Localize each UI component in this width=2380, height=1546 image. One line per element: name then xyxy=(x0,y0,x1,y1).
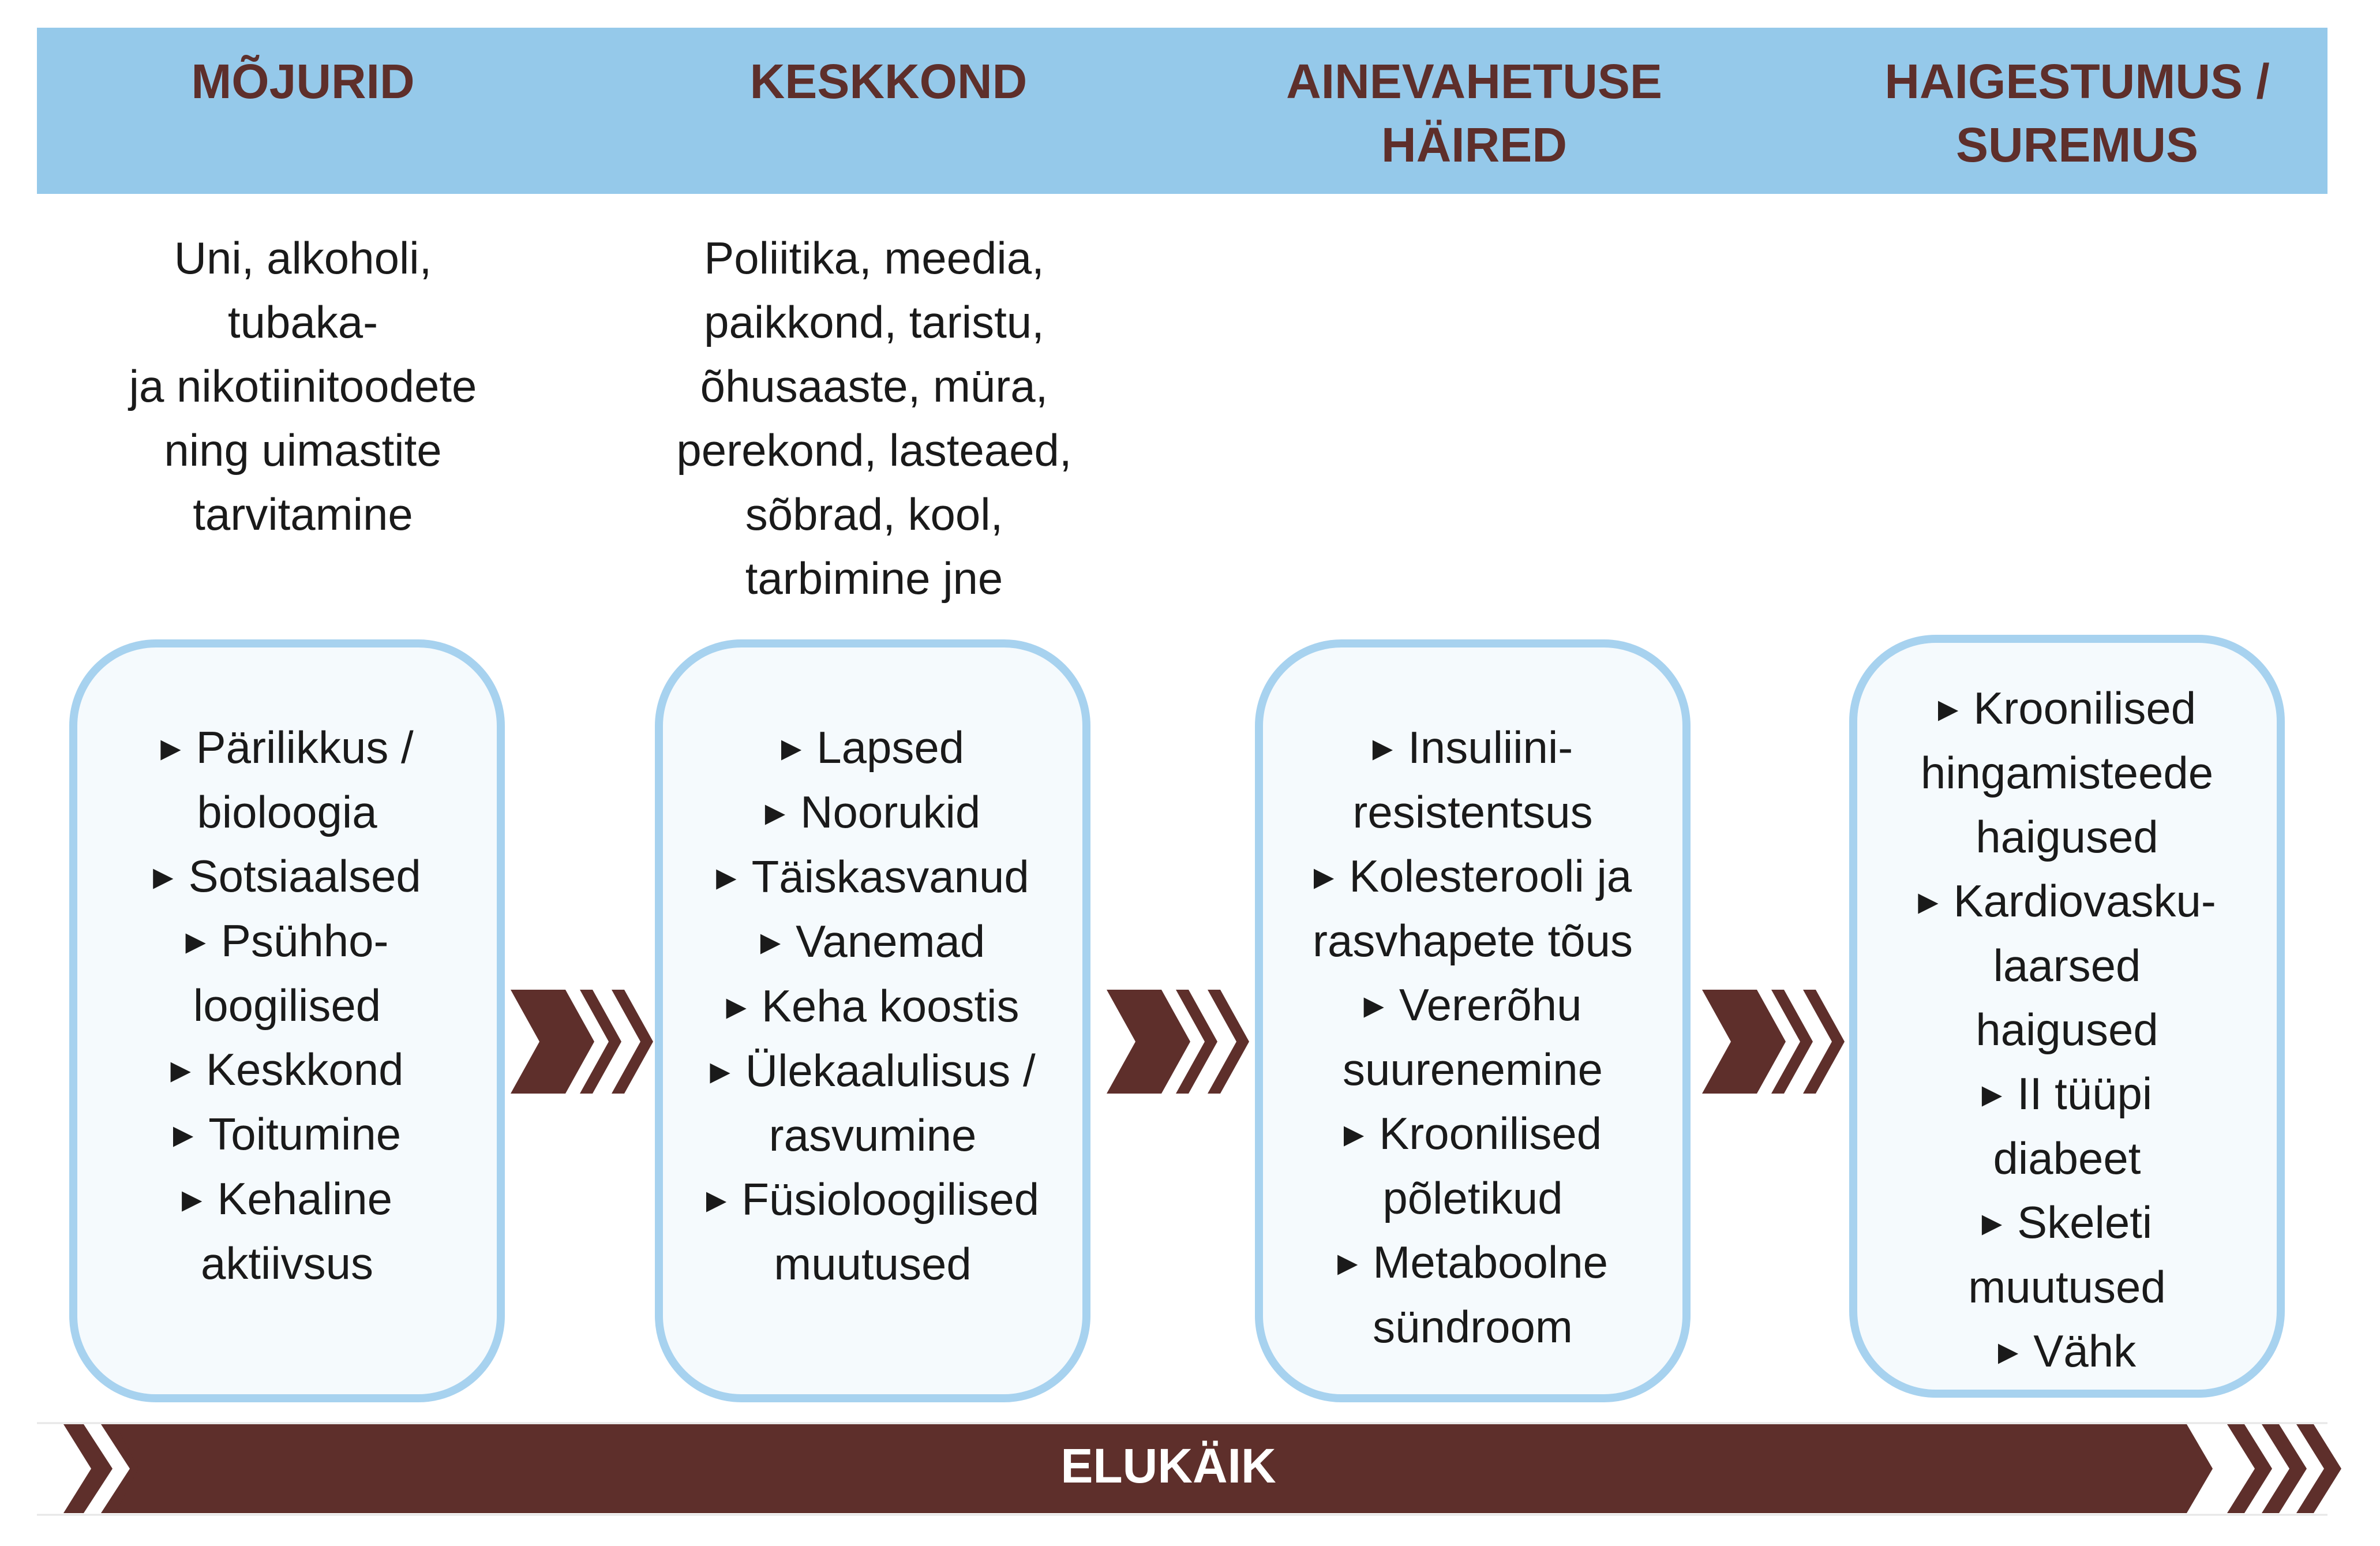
chevron-arrows-icon xyxy=(1702,987,1846,1096)
card-mojurid xyxy=(69,639,505,1402)
list-item: ▶ Keskkond xyxy=(170,1044,404,1095)
list-item: ▶ Vererõhu suurenemine xyxy=(1343,979,1603,1095)
card-ainevahetuse-haired xyxy=(1255,639,1691,1402)
list-item: ▶ Pärilikkus / bioloogia xyxy=(160,722,414,837)
list-item: ▶ Sotsiaalsed xyxy=(153,851,421,901)
list-item: ▶ Toitumine xyxy=(173,1109,402,1159)
list-item: ▶ Kroonilised põletikud xyxy=(1343,1108,1602,1223)
list-item: ▶ Vanemad xyxy=(760,916,985,967)
list-item: ▶ Vähk xyxy=(1997,1326,2137,1376)
list-item: ▶ Kroonilised hingamisteede haigused xyxy=(1920,683,2214,862)
list-item: ▶ Füsioloogilised muutused xyxy=(706,1174,1040,1289)
chevron-arrows-icon xyxy=(511,987,655,1096)
list-item: ▶ II tüüpi diabeet xyxy=(1981,1068,2153,1184)
column-title-keskkond: KESKKOND xyxy=(749,54,1028,108)
list-item: ▶ Kolesterooli ja rasvhapete tõus xyxy=(1312,851,1633,966)
column-title-haigestumus-suremus: HAIGESTUMUS / SUREMUS xyxy=(1884,54,2270,172)
list-item: ▶ Skeleti muutused xyxy=(1968,1197,2166,1312)
card-list-ainevahetuse-haired xyxy=(1263,716,1682,1359)
list-item: ▶ Psühho- loogilised xyxy=(185,915,389,1031)
list-item: ▶ Täiskasvanud xyxy=(716,851,1029,902)
chevron-arrows-icon xyxy=(1107,987,1251,1096)
description-keskkond: Poliitika, meedia, paikkond, taristu, õhusaaste, müra, perekond, lasteaed, sõbrad, kool, tarbimine jne xyxy=(676,233,1072,604)
card-list-mojurid xyxy=(77,716,497,1296)
list-item: ▶ Kehaline aktiivsus xyxy=(182,1173,392,1289)
column-title-mojurid: MÕJURID xyxy=(191,54,415,108)
list-item: ▶ Metaboolne sündroom xyxy=(1337,1237,1609,1352)
card-haigestumus-suremus xyxy=(1849,635,2285,1398)
timeline-label: ELUKÄIK xyxy=(1060,1439,1276,1493)
list-item: ▶ Ülekaalulisus / rasvumine xyxy=(710,1045,1036,1161)
description-mojurid: Uni, alkoholi, tubaka- ja nikotiinitoodete ning uimastite tarvitamine xyxy=(129,233,477,540)
list-item: ▶ Keha koostis xyxy=(726,980,1020,1031)
card-list-keskkond xyxy=(663,716,1082,1296)
timeline-right-chevron xyxy=(2227,1424,2272,1513)
list-item: ▶ Noorukid xyxy=(764,787,981,837)
card-list-haigestumus-suremus xyxy=(1857,676,2277,1384)
list-item: ▶ Lapsed xyxy=(781,722,965,773)
list-item: ▶ Insuliini- resistentsus xyxy=(1352,722,1593,837)
list-item: ▶ Kardiovasku- laarsed haigused xyxy=(1918,875,2216,1055)
column-title-ainevahetuse-haired: AINEVAHETUSE HÄIRED xyxy=(1286,54,1662,172)
card-keskkond xyxy=(655,639,1090,1402)
